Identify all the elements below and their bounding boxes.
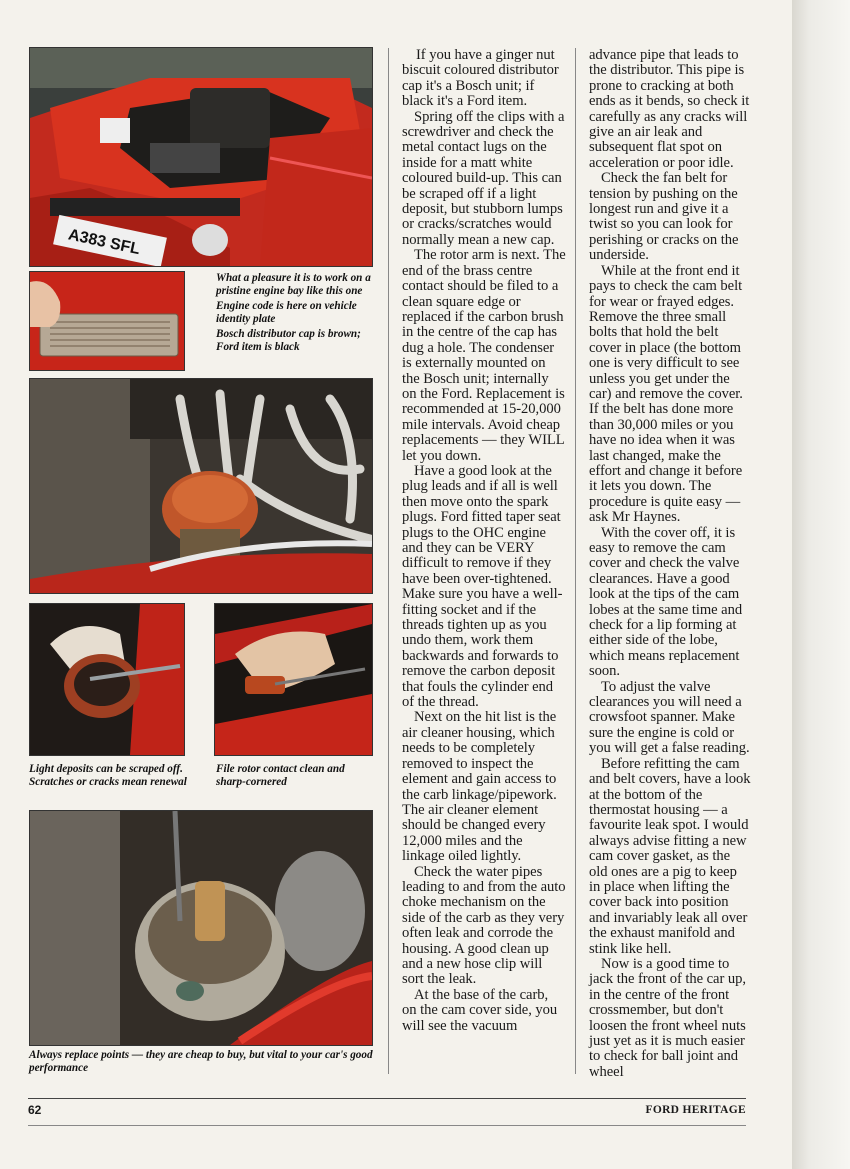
magazine-name: FORD HERITAGE — [645, 1104, 746, 1116]
paragraph: The rotor arm is next. The end of the brass centre contact should be filed to a clean square edge or replaced if the carbon brush in the centre of the cap has dug a hole. The condenser is externally mounted on the Bosch unit; internally on the Ford. Replacement is recommended at 15-20,000 mile intervals. Avoid cheap replacements — they WILL let you down. — [402, 247, 566, 464]
footer-rule — [28, 1098, 746, 1099]
rotor-file-photo — [214, 603, 373, 756]
paragraph: To adjust the valve clearances you will need a crowsfoot spanner. Make sure the engine is cold or you will get a false reading. — [589, 678, 750, 757]
paragraph: Have a good look at the plug leads and if all is well then move onto the spark plugs. Ford fitted taper seat plugs to the OHC engine and they can be VERY difficult to remove if they have been over-tightened. Make sure you have a well-fitting socket and if the threads tighten up as you undo them, work them backwards and forwards to remove the carbon deposit that fouls the cylinder end of the thread. — [402, 462, 563, 711]
caption-rotor-file: File rotor contact clean and sharp-cornered — [216, 763, 345, 788]
paragraph: If you have a ginger nut biscuit coloured distributor cap it's a Bosch unit; if black it's a Ford item. — [402, 47, 559, 110]
text-column-1 — [402, 48, 566, 1034]
column-divider-2 — [575, 48, 576, 1074]
column-divider-1 — [388, 48, 389, 1074]
caption-points: Always replace points — they are cheap to buy, but vital to your car's good performance — [29, 1049, 373, 1074]
distributor-photo — [29, 378, 373, 594]
paragraph: Spring off the clips with a screwdriver and check the metal contact lugs on the inside for a matt white coloured build-up. This can be scraped off if a light deposit, but stubborn lumps or cracks/scratches would normally mean a new cap. — [402, 108, 565, 248]
paragraph: Before refitting the cam and belt covers, have a look at the bottom of the thermostat housing — a favourite leak spot. I would always advise fitting a new cam cover gasket, as the old ones are a pig to keep in place when lifting the cover back into position and invariably leak all over the exhaust manifold and stink like hell. — [589, 755, 751, 957]
caption-id-plate: Engine code is here on vehicle identity plate — [216, 300, 357, 325]
paragraph: Next on the hit list is the air cleaner housing, which needs to be completely removed to inspect the element and gain access to the carb linkage/pipework. The air cleaner element should be changed every 12,000 miles and the linkage oiled lightly. — [402, 709, 557, 865]
paragraph: While at the front end it pays to check the cam belt for wear or frayed edges. Remove the three small bolts that hold the belt cover in place (the bottom one is very difficult to see unless you get under the car) and remove the cover. If the belt has done more than 30,000 miles or you have no idea when it was last changed, make the effort and change it before it lets you down. The procedure is quite easy — ask Mr Haynes. — [589, 262, 743, 526]
caption-engine-bay: What a pleasure it is to work on a pristine engine bay like this one — [216, 272, 371, 297]
paragraph: Check the fan belt for tension by pushing on the longest run and give it a twist so you can look for perishing or cracks on the underside. — [589, 170, 739, 264]
engine-bay-photo — [29, 47, 373, 267]
identity-plate-photo — [29, 271, 185, 371]
page-edge — [792, 0, 850, 1169]
cap-scrape-photo — [29, 603, 185, 756]
points-photo — [29, 810, 373, 1046]
paragraph: At the base of the carb, on the cam cover side, you will see the vacuum — [402, 986, 558, 1034]
footer-rule-lower — [28, 1125, 746, 1126]
caption-cap-colour: Bosch distributor cap is brown; Ford item is black — [216, 328, 361, 353]
paragraph: Check the water pipes leading to and from the auto choke mechanism on the side of the carb as they very often leak and corrode the housing. A good clean up and a new hose clip will sort the leak. — [402, 863, 566, 988]
paragraph: Now is a good time to jack the front of the car up, in the centre of the front crossmember, but don't loosen the front wheel nuts just yet as it is much easier to check for ball joint and wheel — [589, 955, 746, 1080]
paragraph: advance pipe that leads to the distributor. This pipe is prone to cracking at both ends as it bends, so check it carefully as any cracks will give an air leak and subsequent flat spot on acceleration or poor idle. — [589, 47, 750, 171]
text-column-2 — [589, 48, 751, 1080]
caption-cap-scrape: Light deposits can be scraped off. Scratches or cracks mean renewal — [29, 763, 187, 788]
paragraph: With the cover off, it is easy to remove the cam cover and check the valve clearances. Have a good look at the tips of the cam lobes at the same time and check for a lip forming at either side of the lobe, which means replacement soon. — [589, 524, 743, 680]
page-number: 62 — [28, 1103, 42, 1117]
caption-group-1 — [216, 272, 378, 356]
number-plate-text: A383 SFL — [66, 226, 142, 259]
